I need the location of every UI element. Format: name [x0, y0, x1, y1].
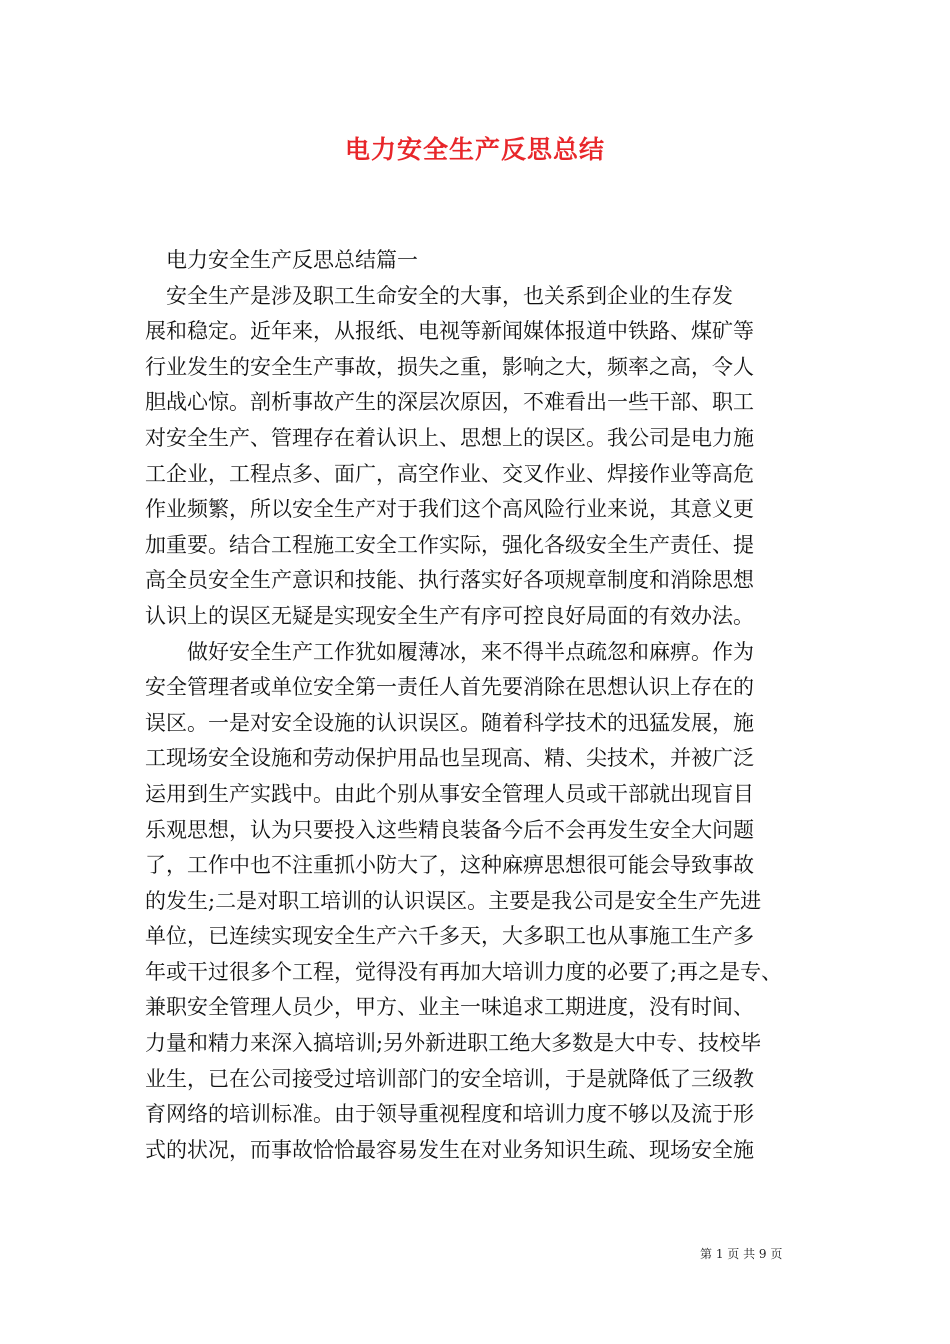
text-line: 兼职安全管理人员少，甲方、业主一味追求工期进度，没有时间、: [145, 995, 754, 1020]
text-line: 工现场安全设施和劳动保护用品也呈现高、精、尖技术，并被广泛: [145, 746, 754, 771]
text-line: 高全员安全生产意识和技能、执行落实好各项规章制度和消除思想: [145, 568, 754, 593]
text-line: 工企业，工程点多、面广，高空作业、交叉作业、焊接作业等高危: [145, 461, 754, 486]
text-line: 乐观思想，认为只要投入这些精良装备今后不会再发生安全大问题: [145, 817, 754, 842]
text-line: 胆战心惊。剖析事故产生的深层次原因，不难看出一些干部、职工: [145, 390, 754, 415]
text-line: 展和稳定。近年来，从报纸、电视等新闻媒体报道中铁路、煤矿等: [145, 319, 754, 344]
text-line: 电力安全生产反思总结篇一: [145, 248, 418, 272]
document-title: 电力安全生产反思总结: [344, 135, 605, 164]
text-line: 的发生;二是对职工培训的认识误区。主要是我公司是安全生产先进: [145, 888, 762, 913]
page-number: 第 1 页 共 9 页: [700, 1247, 783, 1261]
text-line: 对安全生产、管理存在着认识上、思想上的误区。我公司是电力施: [145, 425, 754, 450]
text-line: 业生，已在公司接受过培训部门的安全培训，于是就降低了三级教: [145, 1066, 754, 1091]
text-line: 安全生产是涉及职工生命安全的大事，也关系到企业的生存发: [145, 283, 733, 308]
text-line: 作业频繁，所以安全生产对于我们这个高风险行业来说，其意义更: [145, 497, 754, 522]
text-line: 安全管理者或单位安全第一责任人首先要消除在思想认识上存在的: [145, 675, 754, 700]
text-line: 年或干过很多个工程，觉得没有再加大培训力度的必要了;再之是专、: [145, 959, 783, 984]
text-line: 误区。一是对安全设施的认识误区。随着科学技术的迅猛发展，施: [145, 710, 754, 735]
document-body: [145, 243, 813, 1168]
text-line: 了，工作中也不注重抓小防大了，这种麻痹思想很可能会导致事故: [145, 853, 754, 878]
text-line: 运用到生产实践中。由此个别从事安全管理人员或干部就出现盲目: [145, 781, 754, 806]
text-line: 力量和精力来深入搞培训;另外新进职工绝大多数是大中专、技校毕: [145, 1031, 762, 1056]
text-line: 行业发生的安全生产事故，损失之重，影响之大，频率之高，令人: [145, 354, 754, 379]
text-line: 认识上的误区无疑是实现安全生产有序可控良好局面的有效办法。: [145, 603, 754, 628]
text-line: 式的状况，而事故恰恰最容易发生在对业务知识生疏、现场安全施: [145, 1137, 754, 1162]
text-line: 加重要。结合工程施工安全工作实际，强化各级安全生产责任、提: [145, 532, 754, 557]
text-line: 单位，已连续实现安全生产六千多天，大多职工也从事施工生产多: [145, 924, 754, 949]
text-line: 做好安全生产工作犹如履薄冰，来不得半点疏忽和麻痹。作为: [145, 639, 754, 664]
text-line: 育网络的培训标准。由于领导重视程度和培训力度不够以及流于形: [145, 1102, 754, 1127]
